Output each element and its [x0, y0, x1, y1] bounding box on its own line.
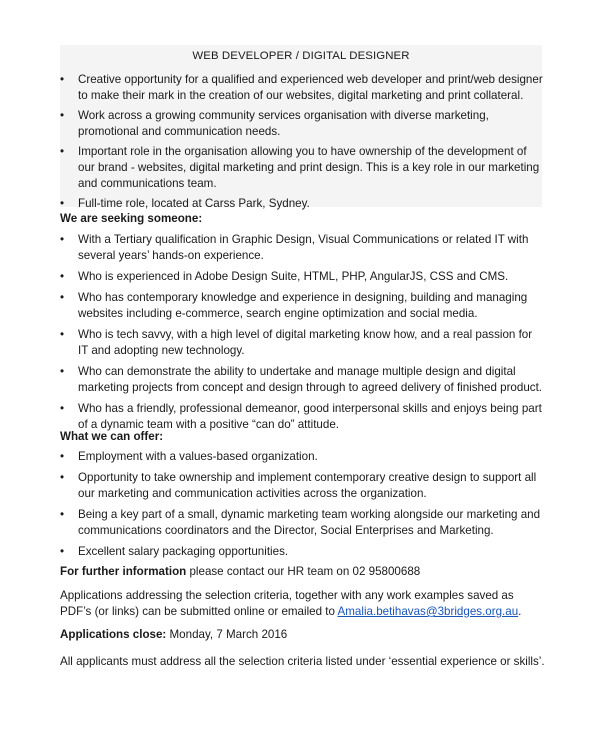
bullet-icon: •	[60, 233, 65, 246]
list-item: • Opportunity to take ownership and implement contemporary creative design to support all our marketing and communication activities across the organization.	[60, 471, 537, 500]
bullet-icon: •	[60, 328, 65, 341]
list-item: • Creative opportunity for a qualified and experienced web developer and print/web designer to make their mark in the creation of our websites, digital marketing and print collateral.	[60, 73, 543, 102]
final-note: All applicants must address all the selection criteria listed under ‘essential experience or skills’.	[60, 655, 545, 668]
applications-paragraph: Applications addressing the selection criteria, together with any work examples saved as PDF’s (or links) can be submitted online or emailed to Amalia.betihavas@3bridges.org.au.	[60, 589, 522, 618]
list-item: • Important role in the organisation allowing you to have ownership of the development of our brand - websites, digital marketing and print design. This is a key role in our marketing and communications team.	[60, 145, 540, 190]
list-item: • Being a key part of a small, dynamic marketing team working alongside our marketing and communications coordinators and the Director, Social Enterprises and Marketing.	[60, 508, 541, 537]
bullet-icon: •	[60, 145, 65, 158]
bullet-icon: •	[60, 197, 65, 210]
bullet-icon: •	[60, 545, 65, 558]
bullet-icon: •	[60, 73, 65, 86]
list-item: • Who has a friendly, professional demeanor, good interpersonal skills and enjoys being part of a dynamic team with a positive “can do” attitude.	[60, 402, 542, 431]
applications-text: Applications addressing the selection criteria, together with any work examples saved as PDF’s (or links) can be submitted online or emailed to	[60, 589, 514, 618]
further-info-text: please contact our HR team on 02 95800688	[186, 565, 421, 578]
offer-heading: What we can offer:	[60, 430, 164, 443]
seeking-bullet-list	[60, 232, 545, 433]
further-info-label: For further information	[60, 565, 187, 578]
list-item: • Employment with a values-based organization.	[60, 450, 318, 463]
close-label: Applications close:	[60, 628, 167, 641]
list-item: • Full-time role, located at Carss Park, Sydney.	[60, 197, 310, 210]
seeking-heading: We are seeking someone:	[60, 212, 203, 225]
bullet-icon: •	[60, 508, 65, 521]
bullet-icon: •	[60, 402, 65, 415]
email-link[interactable]: Amalia.betihavas@3bridges.org.au	[337, 605, 519, 618]
list-item: • With a Tertiary qualification in Graphic Design, Visual Communications or related IT with several years’ hands-on experience.	[60, 233, 529, 262]
bullet-icon: •	[60, 291, 65, 304]
applications-close-line	[60, 627, 545, 643]
offer-bullet-list	[60, 449, 545, 560]
further-info-line	[60, 564, 545, 580]
list-item: • Who is tech savvy, with a high level of digital marketing know how, and a real passion for IT and adopting new technology.	[60, 328, 533, 357]
bullet-icon: •	[60, 471, 65, 484]
list-item: • Excellent salary packaging opportunities.	[60, 545, 289, 558]
bullet-icon: •	[60, 109, 65, 122]
close-date: Monday, 7 March 2016	[166, 628, 288, 641]
page-title: WEB DEVELOPER / DIGITAL DESIGNER	[192, 50, 410, 62]
bullet-icon: •	[60, 270, 65, 283]
list-item: • Who is experienced in Adobe Design Suite, HTML, PHP, AngularJS, CSS and CMS.	[60, 270, 509, 283]
intro-bullet-list	[60, 72, 545, 212]
list-item: • Who can demonstrate the ability to undertake and manage multiple design and digital marketing projects from concept and design through to agreed delivery of finished product.	[60, 365, 543, 394]
bullet-icon: •	[60, 365, 65, 378]
bullet-icon: •	[60, 450, 65, 463]
list-item: • Who has contemporary knowledge and experience in designing, building and managing websites including e-commerce, search engine optimization and social media.	[60, 291, 528, 320]
list-item: • Work across a growing community services organisation with diverse marketing, promotional and communication needs.	[60, 109, 489, 138]
